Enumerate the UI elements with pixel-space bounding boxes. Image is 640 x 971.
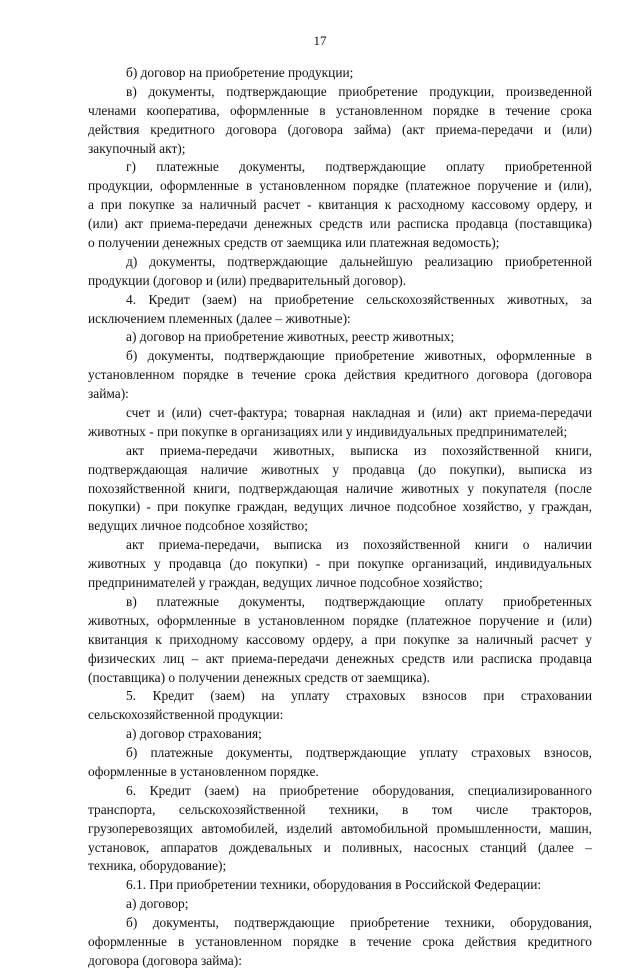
paragraph-line: сельскохозяйственной продукции: xyxy=(88,707,284,723)
paragraph-line: грузоперевозящих автомобилей, изделий автомобильной промышленности, машин, xyxy=(88,820,592,836)
paragraph-line: 4. Кредит (заем) на приобретение сельскохозяйственных животных, за xyxy=(126,291,592,307)
paragraph xyxy=(88,158,592,252)
paragraph xyxy=(88,536,592,593)
paragraph-line: акт приема-передачи, выписка из похозяйственной книги о наличии xyxy=(126,537,592,553)
paragraph-line: квитанция к приходному кассовому ордеру, а при покупке за наличный расчет у xyxy=(88,631,592,647)
paragraph-line: б) договор на приобретение продукции; xyxy=(126,65,354,80)
paragraph xyxy=(88,291,592,329)
paragraph-line: счет и (или) счет-фактура; товарная накладная и (или) акт приема-передачи xyxy=(126,405,592,421)
paragraph-line: (поставщика) о получении денежных средств от заемщика). xyxy=(88,669,430,685)
paragraph-line: а) договор на приобретение животных, реестр животных; xyxy=(126,329,455,345)
paragraph xyxy=(88,725,592,744)
paragraph xyxy=(88,442,592,536)
paragraph-line: покупки) - при покупке граждан, ведущих личное подсобное хозяйство, у граждан, xyxy=(88,499,592,515)
paragraph-line: договора (договора займа): xyxy=(88,952,242,968)
paragraph-line: установок, аппаратов дождевальных и поливных, насосных станций (далее – xyxy=(88,839,592,855)
paragraph-line: ведущих личное подсобное хозяйство; xyxy=(88,518,308,534)
paragraph-line: действия кредитного договора (договора займа) (акт приема-передачи и (или) xyxy=(88,121,592,137)
paragraph-line: животных - при покупке в организациях или у индивидуальных предпринимателей; xyxy=(88,423,568,439)
paragraph xyxy=(88,347,592,404)
paragraph xyxy=(88,593,592,687)
paragraph xyxy=(88,83,592,159)
paragraph-line: закупочный акт); xyxy=(88,140,186,156)
paragraph-line: подтверждающая наличие животных у продавца (до покупки), выписка из xyxy=(88,461,592,477)
paragraph-line: а) договор; xyxy=(126,896,189,912)
paragraph xyxy=(88,253,592,291)
paragraph-line: а) договор страхования; xyxy=(126,726,262,742)
paragraph-line: б) документы, подтверждающие приобретение животных, оформленные в xyxy=(126,348,592,364)
paragraph-line: физических лиц – акт приема-передачи денежных средств или расписка продавца xyxy=(88,650,592,666)
paragraph-line: предпринимателей у граждан, ведущих личное подсобное хозяйство; xyxy=(88,575,483,591)
paragraph-line: акт приема-передачи животных, выписка из похозяйственной книги, xyxy=(126,442,592,458)
paragraph-line: г) платежные документы, подтверждающие оплату приобретенной xyxy=(126,159,592,175)
paragraph-line: установленном порядке в течение срока действия кредитного договора (договора xyxy=(88,367,592,383)
paragraph xyxy=(88,64,592,83)
paragraph-line: а при покупке за наличный расчет - квитанция к расходному кассовому ордеру, и xyxy=(88,197,592,213)
paragraph-line: похозяйственной книги, подтверждающая наличие животных у покупателя (после xyxy=(88,480,592,496)
document-body xyxy=(88,64,592,971)
paragraph xyxy=(88,876,592,895)
paragraph-line: техника, оборудование); xyxy=(88,858,227,874)
paragraph xyxy=(88,687,592,725)
paragraph-line: 6. Кредит (заем) на приобретение оборудования, специализированного xyxy=(126,782,592,798)
paragraph-line: оформленные в установленном порядке. xyxy=(88,763,319,779)
paragraph-line: в) платежные документы, подтверждающие оплату приобретенных xyxy=(126,593,592,609)
paragraph-line: в) документы, подтверждающие приобретение продукции, произведенной xyxy=(126,83,592,99)
paragraph-line: животных у продавца (до покупки) - при покупке организаций, индивидуальных xyxy=(88,556,592,572)
paragraph-line: исключением племенных (далее – животные): xyxy=(88,310,351,326)
paragraph-line: б) платежные документы, подтверждающие уплату страховых взносов, xyxy=(126,745,592,761)
paragraph xyxy=(88,782,592,876)
paragraph xyxy=(88,328,592,347)
paragraph xyxy=(88,744,592,782)
paragraph-line: займа): xyxy=(88,386,129,402)
paragraph-line: 5. Кредит (заем) на уплату страховых взносов при страховании xyxy=(126,688,592,704)
paragraph xyxy=(88,404,592,442)
paragraph-line: д) документы, подтверждающие дальнейшую реализацию приобретенной xyxy=(126,253,592,269)
paragraph-line: транспорта, сельскохозяйственной техники, в том числе тракторов, xyxy=(88,801,592,817)
paragraph-line: о получении денежных средств от заемщика или платежная ведомость); xyxy=(88,235,500,251)
paragraph xyxy=(88,914,592,971)
paragraph-line: продукции (договор и (или) предварительный договор). xyxy=(88,272,407,288)
paragraph-line: продукции, оформленные в установленном порядке (платежное поручение и (или), xyxy=(88,178,592,194)
paragraph-line: членами кооператива, оформленные в установленном порядке в течение срока xyxy=(88,102,592,118)
paragraph-line: оформленные в установленном порядке в течение срока действия кредитного xyxy=(88,933,592,949)
page-number: 17 xyxy=(313,33,327,48)
paragraph-line: 6.1. При приобретении техники, оборудования в Российской Федерации: xyxy=(126,877,542,893)
paragraph-line: (или) акт приема-передачи денежных средств или расписка продавца (поставщика) xyxy=(88,216,592,232)
paragraph-line: б) документы, подтверждающие приобретение техники, оборудования, xyxy=(126,915,592,931)
paragraph-line: животных, оформленные в установленном порядке (платежное поручение и (или) xyxy=(88,612,592,628)
